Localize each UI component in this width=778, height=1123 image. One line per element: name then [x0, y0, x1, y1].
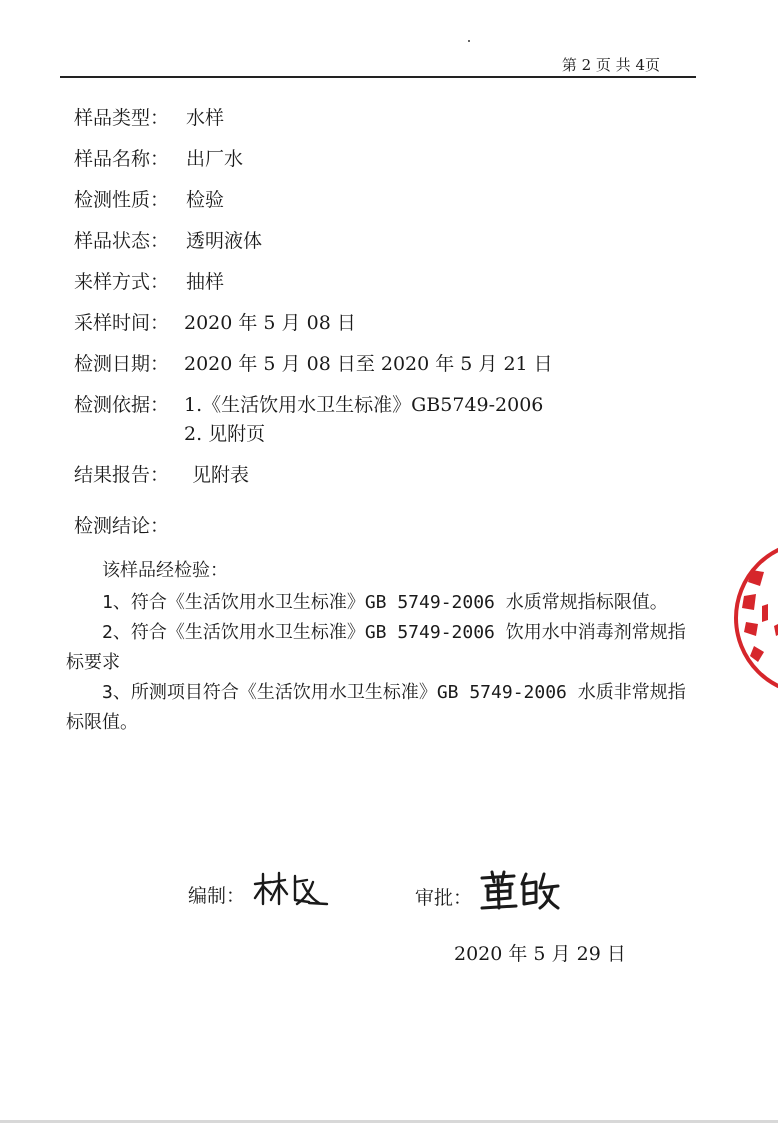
- report-date: 2020 年 5 月 29 日: [454, 943, 626, 965]
- field-label: 检测日期：: [74, 353, 170, 375]
- field-label: 检测依据：: [74, 394, 170, 416]
- field-label: 结果报告：: [74, 464, 170, 486]
- field-value: 2020 年 5 月 08 日至 2020 年 5 月 21 日: [184, 353, 553, 375]
- basis-line: 2. 见附页: [184, 423, 266, 445]
- editor-signature-block: [188, 870, 331, 924]
- conclusion-item: 2、符合《生活饮用水卫生标准》GB 5749-2006 饮用水中消毒剂常规指标要求: [66, 622, 686, 673]
- conclusion-intro: 该样品经检验：: [102, 560, 228, 581]
- field-value: 检验: [186, 189, 225, 211]
- page-number: 第 2 页 共 4页: [561, 56, 660, 74]
- field-value: 见附表: [192, 464, 250, 486]
- scan-dot: [468, 40, 470, 42]
- field-value: 2020 年 5 月 08 日: [184, 312, 356, 334]
- approver-label: 审批：: [415, 887, 473, 909]
- basis-line: 1.《生活饮用水卫生标准》GB5749-2006: [184, 394, 544, 416]
- field-value: 透明液体: [186, 230, 263, 252]
- field-value: [184, 391, 543, 449]
- conclusion-body: [66, 556, 696, 738]
- field-label: 来样方式：: [74, 271, 170, 293]
- editor-label: 编制：: [188, 885, 246, 907]
- field-label: 样品名称：: [74, 148, 170, 170]
- approver-signature-block: [415, 870, 562, 928]
- field-label: 采样时间：: [74, 312, 170, 334]
- editor-handwritten-signature: [251, 870, 331, 924]
- field-value: 抽样: [186, 271, 225, 293]
- field-label: 样品状态：: [74, 230, 170, 252]
- conclusion-item: 3、所测项目符合《生活饮用水卫生标准》GB 5749-2006 水质非常规指标限值。: [66, 682, 686, 733]
- conclusion-title: 检测结论：: [74, 515, 170, 537]
- field-value: 出厂水: [186, 148, 244, 170]
- field-value: 水样: [186, 107, 225, 129]
- field-label: 样品类型：: [74, 107, 170, 129]
- page-header: [60, 56, 696, 78]
- conclusion-item: 1、符合《生活饮用水卫生标准》GB 5749-2006 水质常规指标限值。: [102, 592, 668, 613]
- approver-handwritten-signature: [478, 870, 562, 928]
- official-seal-stamp: [724, 530, 778, 690]
- field-label: 检测性质：: [74, 189, 170, 211]
